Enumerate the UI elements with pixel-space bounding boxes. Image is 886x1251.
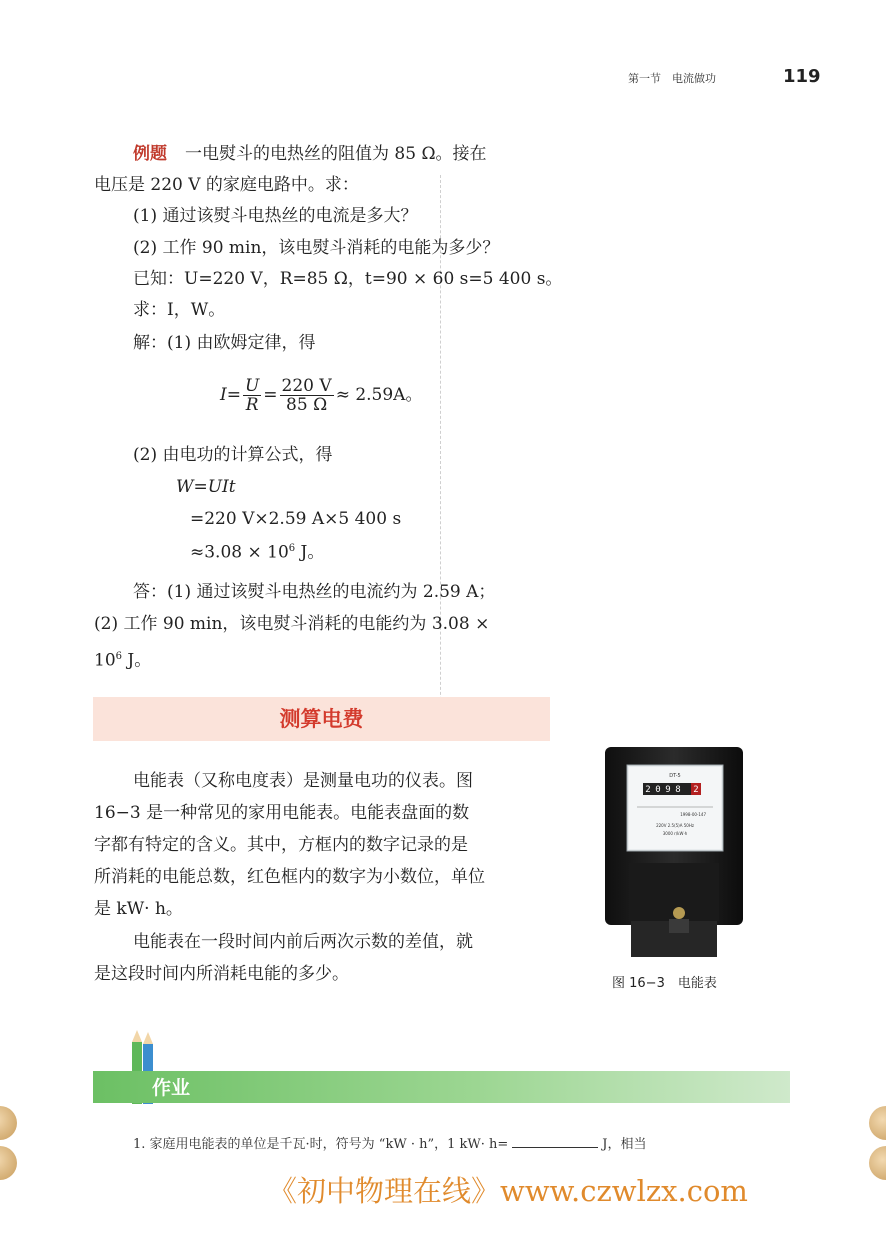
- fraction-denominator: 85 Ω: [286, 395, 328, 415]
- meter-digit: 8: [675, 785, 681, 795]
- answer-unit: J。: [122, 650, 152, 671]
- paragraph-2-line-1: 电能表在一段时间内前后两次示数的差值，就: [133, 932, 473, 952]
- fraction-denominator: R: [245, 395, 259, 415]
- example-question-2: (2) 工作 90 min，该电熨斗消耗的电能为多少？: [133, 238, 500, 258]
- work-formula: W=UIt: [176, 477, 236, 497]
- answer-line-2: (2) 工作 90 min，该电熨斗消耗的电能约为 3.08 ×: [94, 614, 490, 634]
- result-unit: J。: [295, 542, 325, 563]
- formula-lhs: I=: [220, 385, 241, 405]
- page-number: 119: [783, 66, 821, 87]
- answer-exponent: 6: [115, 651, 123, 662]
- find-values: 求：I，W。: [133, 300, 226, 320]
- solution-step-2: (2) 由电功的计算公式，得: [133, 445, 333, 465]
- page-edge-decoration: [0, 1146, 17, 1180]
- meter-digit: 2: [645, 785, 651, 795]
- question-text: 1. 家庭用电能表的单位是千瓦·时，符号为 “kW · h”，1 kW· h=: [133, 1137, 509, 1152]
- fraction-values: [280, 377, 334, 414]
- electric-meter-figure: [603, 745, 745, 960]
- work-result: [190, 539, 324, 563]
- page-edge-decoration: [869, 1106, 886, 1140]
- known-values: 已知：U=220 V，R=85 Ω，t=90 × 60 s=5 400 s。: [133, 269, 563, 289]
- page-edge-decoration: [869, 1146, 886, 1180]
- answer-line-3: [94, 647, 151, 671]
- fraction-u-over-r: [243, 377, 261, 414]
- section-title: 测算电费: [279, 707, 364, 731]
- fraction-numerator: U: [244, 376, 260, 396]
- formula-result: ≈ 2.59A。: [335, 385, 423, 405]
- meter-digit: 0: [655, 785, 661, 795]
- answer-line-1: 答：(1) 通过该熨斗电热丝的电流约为 2.59 A；: [133, 582, 496, 602]
- homework-title: 作业: [152, 1077, 191, 1099]
- paragraph-1-line-1: 电能表（又称电度表）是测量电功的仪表。图: [133, 771, 473, 791]
- result-mantissa: ≈3.08 × 10: [190, 542, 289, 563]
- homework-question-1: [133, 1133, 647, 1152]
- meter-model: 1998-00-147: [680, 812, 706, 817]
- homework-heading-bar: [93, 1071, 790, 1103]
- question-text-end: J，相当: [602, 1137, 647, 1152]
- answer-blank[interactable]: [512, 1147, 598, 1148]
- running-header-section: 第一节 电流做功: [628, 72, 716, 85]
- meter-spec-2: 3000 r/kW·h: [662, 831, 688, 836]
- paragraph-2-line-2: 是这段时间内所消耗电能的多少。: [94, 964, 349, 984]
- example-text-1: 一电熨斗的电热丝的阻值为 85 Ω。接在: [185, 144, 487, 164]
- page-edge-decoration: [0, 1106, 17, 1140]
- ohms-law-formula: [220, 377, 422, 414]
- column-guide-line: [440, 175, 441, 735]
- paragraph-1-line-4: 所消耗的电能总数，红色框内的数字为小数位，单位: [94, 867, 485, 887]
- meter-digit: 9: [665, 785, 671, 795]
- answer-base: 10: [94, 650, 116, 671]
- meter-brand: DT-5: [669, 773, 681, 779]
- example-line-2: 电压是 220 V 的家庭电路中。求：: [94, 175, 359, 195]
- example-line-1: [133, 144, 487, 164]
- figure-caption: 图 16−3 电能表: [612, 976, 717, 991]
- electric-meter-illustration: [603, 745, 745, 960]
- example-question-1: (1) 通过该熨斗电热丝的电流是多大？: [133, 206, 418, 226]
- work-substitution: =220 V×2.59 A×5 400 s: [190, 509, 402, 529]
- paragraph-1-line-2: 16−3 是一种常见的家用电能表。电能表盘面的数: [94, 803, 470, 823]
- solution-step-1: 解：(1) 由欧姆定律，得: [133, 333, 316, 353]
- paragraph-1-line-5: 是 kW· h。: [94, 899, 183, 919]
- paragraph-1-line-3: 字都有特定的含义。其中，方框内的数字记录的是: [94, 835, 468, 855]
- meter-decimal-digit: 2: [693, 785, 699, 795]
- example-label: 例题: [133, 144, 167, 164]
- formula-equals: =: [263, 385, 278, 405]
- result-exponent: 6: [288, 543, 296, 554]
- site-watermark: 《初中物理在线》www.czwlzx.com: [268, 1174, 748, 1208]
- meter-spec-1: 220V 2.5(5)A 50Hz: [656, 823, 694, 828]
- fraction-numerator: 220 V: [281, 376, 332, 396]
